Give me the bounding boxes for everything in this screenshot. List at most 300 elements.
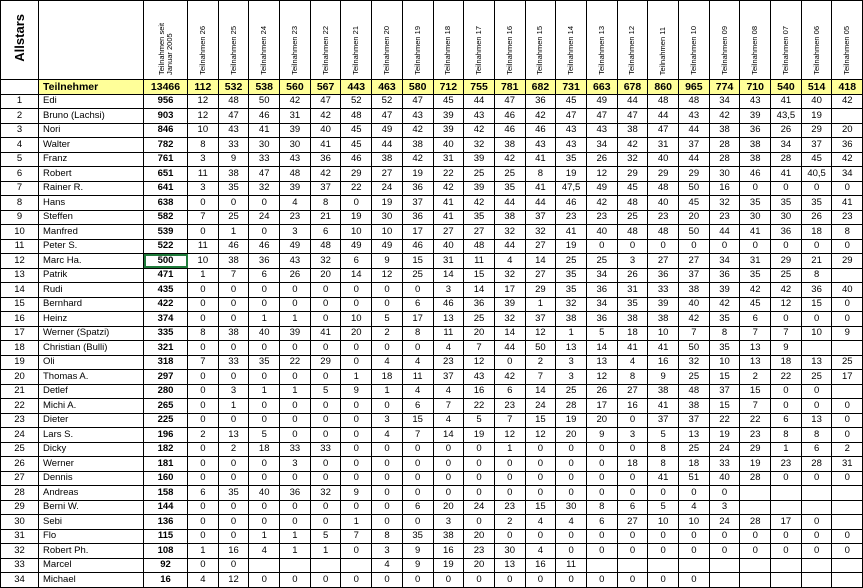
participation-cell[interactable]: 5: [249, 428, 280, 443]
participation-cell[interactable]: 9: [832, 326, 863, 341]
participation-cell[interactable]: 27: [464, 225, 495, 240]
participation-cell[interactable]: 1: [494, 442, 525, 457]
rank-cell[interactable]: 2: [1, 109, 39, 124]
participation-cell[interactable]: 38: [402, 138, 433, 153]
participation-cell[interactable]: 10: [341, 225, 372, 240]
participation-cell[interactable]: 39: [433, 123, 464, 138]
rank-cell[interactable]: 29: [1, 500, 39, 515]
participation-cell[interactable]: 48: [648, 181, 679, 196]
participation-cell[interactable]: 49: [341, 239, 372, 254]
participation-cell[interactable]: 26: [586, 384, 617, 399]
participation-cell[interactable]: 3: [709, 500, 740, 515]
participation-cell[interactable]: 23: [771, 457, 802, 472]
participation-cell[interactable]: 4: [433, 413, 464, 428]
participation-cell[interactable]: 0: [617, 486, 648, 501]
participation-cell[interactable]: 11: [556, 558, 587, 573]
participation-cell[interactable]: 0: [832, 413, 863, 428]
participation-cell[interactable]: [679, 558, 710, 573]
rank-cell[interactable]: 18: [1, 341, 39, 356]
participation-cell[interactable]: 0: [310, 413, 341, 428]
participation-cell[interactable]: 12: [464, 355, 495, 370]
participant-name-cell[interactable]: Michi A.: [39, 399, 144, 414]
participation-cell[interactable]: 4: [249, 544, 280, 559]
participant-total-cell[interactable]: 782: [144, 138, 188, 153]
participation-cell[interactable]: 0: [771, 312, 802, 327]
participation-cell[interactable]: 17: [832, 370, 863, 385]
participation-cell[interactable]: 25: [586, 254, 617, 269]
participation-cell[interactable]: 46: [740, 167, 771, 182]
participation-cell[interactable]: 0: [372, 341, 403, 356]
participation-cell[interactable]: 1: [249, 529, 280, 544]
participation-cell[interactable]: 0: [280, 471, 311, 486]
total-cell[interactable]: 860: [648, 80, 679, 95]
participation-cell[interactable]: 14: [433, 428, 464, 443]
participation-cell[interactable]: 23: [832, 210, 863, 225]
participation-cell[interactable]: 6: [586, 515, 617, 530]
participation-cell[interactable]: 44: [464, 94, 495, 109]
participation-cell[interactable]: 12: [188, 94, 219, 109]
rank-cell[interactable]: 13: [1, 268, 39, 283]
participation-cell[interactable]: 25: [464, 312, 495, 327]
participation-cell[interactable]: 38: [648, 312, 679, 327]
participation-cell[interactable]: 34: [586, 297, 617, 312]
participation-cell[interactable]: 21: [801, 254, 832, 269]
participant-name-cell[interactable]: Bernhard: [39, 297, 144, 312]
participation-cell[interactable]: 7: [740, 326, 771, 341]
participation-cell[interactable]: [832, 558, 863, 573]
participation-cell[interactable]: 12: [525, 326, 556, 341]
participation-cell[interactable]: 0: [494, 573, 525, 588]
participation-cell[interactable]: 0: [218, 471, 249, 486]
participation-cell[interactable]: [586, 558, 617, 573]
rank-cell[interactable]: 4: [1, 138, 39, 153]
participation-cell[interactable]: 7: [740, 399, 771, 414]
participation-cell[interactable]: 29: [648, 167, 679, 182]
participation-cell[interactable]: 30: [280, 138, 311, 153]
participant-total-cell[interactable]: 846: [144, 123, 188, 138]
participation-cell[interactable]: 38: [740, 138, 771, 153]
participation-cell[interactable]: 0: [832, 428, 863, 443]
participation-cell[interactable]: 7: [525, 370, 556, 385]
participation-cell[interactable]: 42: [433, 181, 464, 196]
participation-cell[interactable]: 5: [372, 312, 403, 327]
participation-cell[interactable]: 37: [679, 138, 710, 153]
participant-name-cell[interactable]: Oli: [39, 355, 144, 370]
participation-cell[interactable]: 30: [556, 500, 587, 515]
participation-cell[interactable]: 15: [402, 254, 433, 269]
participation-cell[interactable]: 0: [249, 225, 280, 240]
participation-cell[interactable]: 42: [464, 196, 495, 211]
participation-cell[interactable]: 7: [464, 341, 495, 356]
participation-cell[interactable]: 0: [280, 413, 311, 428]
participation-cell[interactable]: 0: [249, 413, 280, 428]
participation-cell[interactable]: 17: [586, 399, 617, 414]
participation-cell[interactable]: 41: [249, 123, 280, 138]
participation-cell[interactable]: 7: [341, 529, 372, 544]
participation-cell[interactable]: 33: [218, 138, 249, 153]
participation-cell[interactable]: 37: [648, 413, 679, 428]
participation-cell[interactable]: 8: [402, 326, 433, 341]
participation-cell[interactable]: 43: [679, 109, 710, 124]
total-cell[interactable]: 580: [402, 80, 433, 95]
participation-cell[interactable]: 49: [586, 94, 617, 109]
participation-cell[interactable]: 20: [556, 428, 587, 443]
participant-name-cell[interactable]: Detlef: [39, 384, 144, 399]
participation-cell[interactable]: 43: [464, 109, 495, 124]
participation-cell[interactable]: 42: [464, 123, 495, 138]
participation-cell[interactable]: 27: [525, 268, 556, 283]
participation-cell[interactable]: [740, 573, 771, 588]
participation-cell[interactable]: 0: [586, 529, 617, 544]
participation-cell[interactable]: 47: [218, 109, 249, 124]
participation-cell[interactable]: 6: [402, 500, 433, 515]
participation-cell[interactable]: 22: [280, 355, 311, 370]
participation-cell[interactable]: 0: [218, 558, 249, 573]
participation-cell[interactable]: 14: [464, 283, 495, 298]
participant-total-cell[interactable]: 321: [144, 341, 188, 356]
participation-cell[interactable]: 0: [218, 515, 249, 530]
participation-cell[interactable]: 25: [556, 384, 587, 399]
participation-cell[interactable]: 0: [372, 515, 403, 530]
participation-cell[interactable]: 0: [617, 471, 648, 486]
participation-cell[interactable]: 14: [494, 326, 525, 341]
participation-cell[interactable]: 42: [402, 152, 433, 167]
participation-cell[interactable]: 25: [801, 370, 832, 385]
participation-cell[interactable]: 6: [801, 442, 832, 457]
column-header-cell[interactable]: [832, 1, 863, 80]
participation-cell[interactable]: 33: [709, 457, 740, 472]
total-cell[interactable]: 678: [617, 80, 648, 95]
participation-cell[interactable]: 39: [464, 152, 495, 167]
participation-cell[interactable]: 44: [525, 196, 556, 211]
participation-cell[interactable]: 34: [709, 254, 740, 269]
participation-cell[interactable]: 26: [586, 152, 617, 167]
participation-cell[interactable]: 27: [617, 515, 648, 530]
participation-cell[interactable]: 38: [433, 529, 464, 544]
participation-cell[interactable]: 12: [494, 428, 525, 443]
participation-cell[interactable]: 0: [586, 239, 617, 254]
participation-cell[interactable]: 18: [249, 442, 280, 457]
participant-total-cell[interactable]: 374: [144, 312, 188, 327]
name-header-cell[interactable]: [39, 1, 144, 80]
participation-cell[interactable]: 45: [341, 123, 372, 138]
participation-cell[interactable]: 46: [249, 109, 280, 124]
participation-cell[interactable]: 35: [771, 196, 802, 211]
participation-cell[interactable]: 0: [372, 471, 403, 486]
participation-cell[interactable]: 0: [801, 239, 832, 254]
participation-cell[interactable]: 36: [801, 283, 832, 298]
participation-cell[interactable]: 41: [433, 210, 464, 225]
participation-cell[interactable]: 31: [740, 254, 771, 269]
participation-cell[interactable]: 28: [709, 138, 740, 153]
total-cell[interactable]: 560: [280, 80, 311, 95]
total-cell[interactable]: 774: [709, 80, 740, 95]
participation-cell[interactable]: 15: [709, 370, 740, 385]
participation-cell[interactable]: 3: [280, 457, 311, 472]
participation-cell[interactable]: 11: [402, 370, 433, 385]
participation-cell[interactable]: 0: [832, 181, 863, 196]
participation-cell[interactable]: 44: [372, 138, 403, 153]
participation-cell[interactable]: 4: [525, 515, 556, 530]
participation-cell[interactable]: 47: [648, 123, 679, 138]
participation-cell[interactable]: 0: [433, 471, 464, 486]
participation-cell[interactable]: 0: [341, 413, 372, 428]
participation-cell[interactable]: 0: [310, 399, 341, 414]
column-header-cell[interactable]: [771, 1, 802, 80]
participation-cell[interactable]: 10: [372, 225, 403, 240]
participation-cell[interactable]: 39: [280, 123, 311, 138]
participation-cell[interactable]: 13: [801, 355, 832, 370]
participant-name-cell[interactable]: Berni W.: [39, 500, 144, 515]
participation-cell[interactable]: 0: [832, 544, 863, 559]
participation-cell[interactable]: 0: [801, 515, 832, 530]
participation-cell[interactable]: 17: [402, 312, 433, 327]
participation-cell[interactable]: 32: [525, 225, 556, 240]
participation-cell[interactable]: 0: [402, 341, 433, 356]
column-header-cell[interactable]: [433, 1, 464, 80]
participation-cell[interactable]: 0: [188, 283, 219, 298]
participation-cell[interactable]: 19: [556, 239, 587, 254]
participation-cell[interactable]: 0: [218, 500, 249, 515]
participation-cell[interactable]: 0: [464, 486, 495, 501]
column-header-cell[interactable]: [402, 1, 433, 80]
participation-cell[interactable]: 22: [771, 370, 802, 385]
participation-cell[interactable]: 0: [556, 529, 587, 544]
participation-cell[interactable]: 12: [771, 297, 802, 312]
participation-cell[interactable]: 0: [249, 573, 280, 588]
participation-cell[interactable]: 22: [433, 167, 464, 182]
participation-cell[interactable]: 0: [586, 471, 617, 486]
participation-cell[interactable]: 48: [341, 109, 372, 124]
participation-cell[interactable]: 8: [648, 457, 679, 472]
total-cell[interactable]: 682: [525, 80, 556, 95]
participation-cell[interactable]: 0: [218, 457, 249, 472]
total-cell[interactable]: 755: [464, 80, 495, 95]
participation-cell[interactable]: 29: [617, 167, 648, 182]
participation-cell[interactable]: 20: [464, 326, 495, 341]
participation-cell[interactable]: 29: [310, 355, 341, 370]
participant-name-cell[interactable]: Nori: [39, 123, 144, 138]
participation-cell[interactable]: 0: [249, 283, 280, 298]
participation-cell[interactable]: 0: [740, 529, 771, 544]
column-header-cell[interactable]: [556, 1, 587, 80]
rank-cell[interactable]: 17: [1, 326, 39, 341]
participation-cell[interactable]: 42: [402, 123, 433, 138]
participation-cell[interactable]: 44: [679, 123, 710, 138]
participation-cell[interactable]: 0: [402, 283, 433, 298]
participation-cell[interactable]: 1: [249, 312, 280, 327]
participation-cell[interactable]: 0: [648, 573, 679, 588]
participation-cell[interactable]: 21: [310, 210, 341, 225]
participation-cell[interactable]: 23: [648, 210, 679, 225]
participation-cell[interactable]: 24: [525, 399, 556, 414]
participation-cell[interactable]: 45: [740, 297, 771, 312]
participation-cell[interactable]: 46: [494, 109, 525, 124]
participation-cell[interactable]: 45: [433, 94, 464, 109]
participation-cell[interactable]: 38: [648, 384, 679, 399]
participation-cell[interactable]: 32: [494, 225, 525, 240]
participation-cell[interactable]: 0: [464, 457, 495, 472]
participation-cell[interactable]: 0: [801, 384, 832, 399]
participation-cell[interactable]: 50: [679, 225, 710, 240]
participation-cell[interactable]: 32: [709, 196, 740, 211]
participation-cell[interactable]: 37: [709, 384, 740, 399]
participation-cell[interactable]: 1: [525, 297, 556, 312]
participation-cell[interactable]: 3: [188, 152, 219, 167]
participation-cell[interactable]: 0: [372, 297, 403, 312]
participation-cell[interactable]: 0: [218, 370, 249, 385]
participation-cell[interactable]: 43: [740, 94, 771, 109]
participation-cell[interactable]: 35: [556, 283, 587, 298]
participant-name-cell[interactable]: Thomas A.: [39, 370, 144, 385]
participation-cell[interactable]: [709, 558, 740, 573]
participation-cell[interactable]: 38: [494, 210, 525, 225]
participation-cell[interactable]: 5: [310, 529, 341, 544]
participation-cell[interactable]: 51: [679, 471, 710, 486]
rank-cell[interactable]: 19: [1, 355, 39, 370]
column-header-cell[interactable]: [372, 1, 403, 80]
participation-cell[interactable]: 35: [249, 355, 280, 370]
participation-cell[interactable]: 43: [556, 138, 587, 153]
participation-cell[interactable]: 1: [372, 384, 403, 399]
participation-cell[interactable]: 0: [249, 457, 280, 472]
participation-cell[interactable]: 8: [648, 442, 679, 457]
participation-cell[interactable]: 0: [556, 442, 587, 457]
participation-cell[interactable]: 7: [494, 413, 525, 428]
total-cell[interactable]: 710: [740, 80, 771, 95]
participation-cell[interactable]: 43,5: [771, 109, 802, 124]
participation-cell[interactable]: 4: [525, 544, 556, 559]
column-header-cell[interactable]: [525, 1, 556, 80]
participation-cell[interactable]: 28: [740, 515, 771, 530]
participation-cell[interactable]: 1: [341, 370, 372, 385]
participant-name-cell[interactable]: Edi: [39, 94, 144, 109]
rank-cell[interactable]: 23: [1, 413, 39, 428]
participation-cell[interactable]: 0: [464, 573, 495, 588]
participation-cell[interactable]: 0: [218, 413, 249, 428]
participation-cell[interactable]: 41: [648, 341, 679, 356]
participation-cell[interactable]: 4: [280, 196, 311, 211]
participant-name-cell[interactable]: Hans: [39, 196, 144, 211]
participation-cell[interactable]: 31: [617, 283, 648, 298]
participation-cell[interactable]: 3: [556, 355, 587, 370]
participation-cell[interactable]: 7: [433, 399, 464, 414]
totals-label-cell[interactable]: Teilnehmer: [39, 80, 144, 95]
participation-cell[interactable]: 48: [648, 225, 679, 240]
participation-cell[interactable]: 29: [771, 254, 802, 269]
participation-cell[interactable]: 29: [801, 123, 832, 138]
grand-total-cell[interactable]: 13466: [144, 80, 188, 95]
participation-cell[interactable]: 0: [372, 573, 403, 588]
participation-cell[interactable]: 34: [586, 138, 617, 153]
participant-total-cell[interactable]: 582: [144, 210, 188, 225]
participation-cell[interactable]: 0: [218, 283, 249, 298]
rank-cell[interactable]: 8: [1, 196, 39, 211]
participation-cell[interactable]: 11: [433, 326, 464, 341]
participation-cell[interactable]: 49: [372, 239, 403, 254]
participation-cell[interactable]: 48: [617, 196, 648, 211]
total-cell[interactable]: 538: [249, 80, 280, 95]
participant-name-cell[interactable]: Werner: [39, 457, 144, 472]
participation-cell[interactable]: 42: [709, 109, 740, 124]
participation-cell[interactable]: 3: [372, 413, 403, 428]
participation-cell[interactable]: 0: [310, 312, 341, 327]
participation-cell[interactable]: 39: [740, 109, 771, 124]
participation-cell[interactable]: 0: [464, 442, 495, 457]
participation-cell[interactable]: 0: [617, 239, 648, 254]
participation-cell[interactable]: 0: [801, 399, 832, 414]
participation-cell[interactable]: 45: [556, 94, 587, 109]
participation-cell[interactable]: 36: [832, 138, 863, 153]
participation-cell[interactable]: 31: [433, 254, 464, 269]
participant-name-cell[interactable]: Rainer R.: [39, 181, 144, 196]
participation-cell[interactable]: 0: [648, 486, 679, 501]
participation-cell[interactable]: 0: [494, 529, 525, 544]
participation-cell[interactable]: 29: [525, 283, 556, 298]
participation-cell[interactable]: 0: [402, 457, 433, 472]
participation-cell[interactable]: 23: [433, 355, 464, 370]
participation-cell[interactable]: 9: [341, 486, 372, 501]
participation-cell[interactable]: 4: [188, 573, 219, 588]
participant-name-cell[interactable]: Marc Ha.: [39, 254, 144, 269]
participation-cell[interactable]: 27: [372, 167, 403, 182]
participation-cell[interactable]: 29: [832, 254, 863, 269]
participation-cell[interactable]: 6: [402, 399, 433, 414]
participation-cell[interactable]: 0: [188, 399, 219, 414]
participation-cell[interactable]: 44: [494, 341, 525, 356]
participation-cell[interactable]: 0: [280, 500, 311, 515]
participation-cell[interactable]: 0: [402, 471, 433, 486]
participation-cell[interactable]: 22: [740, 413, 771, 428]
participation-cell[interactable]: 23: [586, 210, 617, 225]
participation-cell[interactable]: 0: [372, 283, 403, 298]
participation-cell[interactable]: 26: [617, 268, 648, 283]
participation-cell[interactable]: 10: [341, 312, 372, 327]
participation-cell[interactable]: 52: [341, 94, 372, 109]
participation-cell[interactable]: 41: [617, 341, 648, 356]
participation-cell[interactable]: 3: [372, 544, 403, 559]
participation-cell[interactable]: [771, 573, 802, 588]
participation-cell[interactable]: 19: [556, 167, 587, 182]
participant-name-cell[interactable]: Franz: [39, 152, 144, 167]
participation-cell[interactable]: 0: [832, 239, 863, 254]
total-cell[interactable]: 112: [188, 80, 219, 95]
participant-total-cell[interactable]: 638: [144, 196, 188, 211]
participation-cell[interactable]: 5: [310, 384, 341, 399]
participation-cell[interactable]: 4: [372, 355, 403, 370]
participation-cell[interactable]: [832, 486, 863, 501]
participation-cell[interactable]: 0: [280, 428, 311, 443]
participation-cell[interactable]: 0: [709, 544, 740, 559]
participation-cell[interactable]: 0: [218, 529, 249, 544]
participation-cell[interactable]: 15: [402, 413, 433, 428]
participation-cell[interactable]: [740, 558, 771, 573]
participation-cell[interactable]: 25: [617, 210, 648, 225]
participation-cell[interactable]: [740, 486, 771, 501]
rank-cell[interactable]: 31: [1, 529, 39, 544]
participation-cell[interactable]: 0: [341, 341, 372, 356]
participation-cell[interactable]: 22: [341, 181, 372, 196]
participation-cell[interactable]: 13: [586, 355, 617, 370]
participation-cell[interactable]: 50: [525, 341, 556, 356]
participation-cell[interactable]: 15: [464, 268, 495, 283]
participant-name-cell[interactable]: Andreas: [39, 486, 144, 501]
participation-cell[interactable]: 47: [617, 109, 648, 124]
participation-cell[interactable]: 40: [249, 326, 280, 341]
rank-cell[interactable]: 21: [1, 384, 39, 399]
participation-cell[interactable]: 10: [709, 355, 740, 370]
participation-cell[interactable]: 5: [586, 326, 617, 341]
